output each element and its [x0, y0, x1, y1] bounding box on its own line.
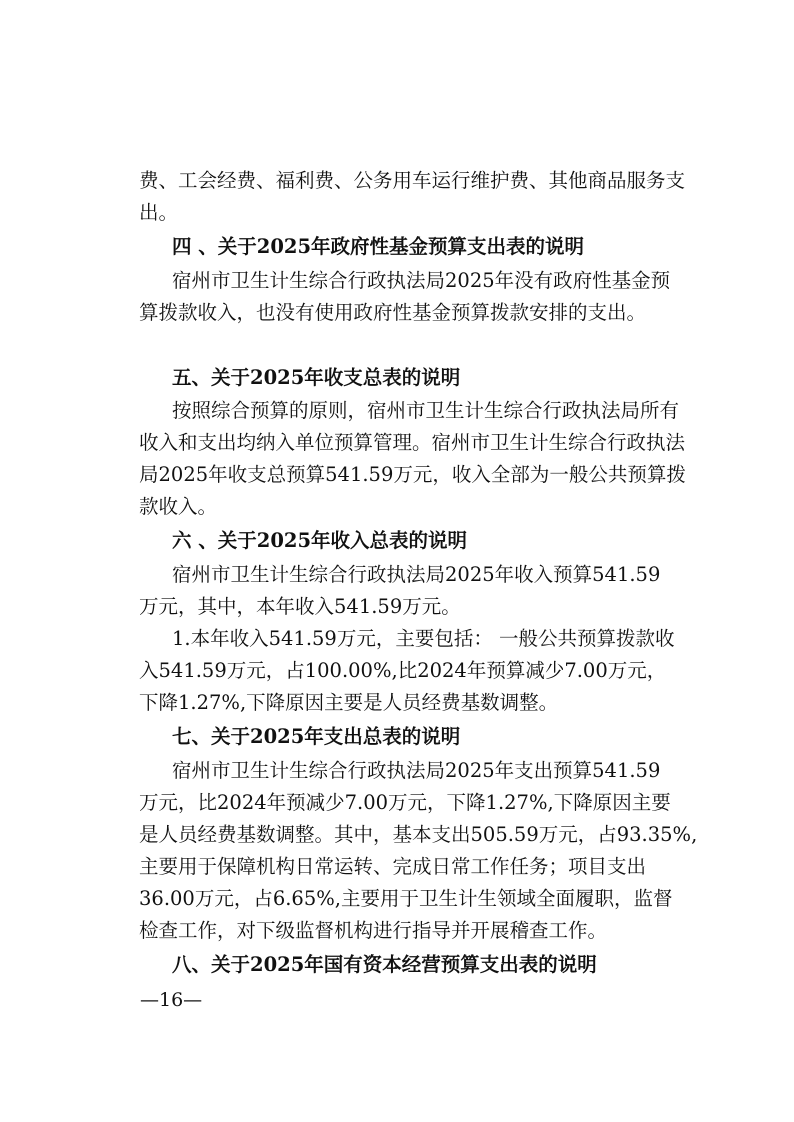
- paragraph-line: 局2025年收支总预算541.59万元，收入全部为一般公共预算拨: [139, 463, 686, 486]
- paragraph-line: 出。: [139, 201, 179, 224]
- paragraph-line: 入541.59万元，占100.00%,比2024年预算减少7.00万元，: [139, 659, 667, 682]
- paragraph-line: 算拨款收入，也没有使用政府性基金预算拨款安排的支出。: [139, 301, 647, 324]
- section-heading-5: 五、关于2025年收支总表的说明: [172, 366, 461, 389]
- paragraph-line: 收入和支出均纳入单位预算管理。宿州市卫生计生综合行政执法: [139, 431, 686, 454]
- paragraph-line: 款收入。: [139, 495, 218, 518]
- page-number: —16—: [140, 989, 203, 1011]
- section-heading-6: 六 、关于2025年收入总表的说明: [172, 529, 468, 552]
- paragraph-line: 检查工作，对下级监督机构进行指导并开展稽查工作。: [139, 919, 608, 942]
- paragraph-line: 宿州市卫生计生综合行政执法局2025年支出预算541.59: [172, 759, 661, 782]
- paragraph-line: 万元，比2024年预减少7.00万元，下降1.27%,下降原因主要: [139, 791, 671, 814]
- paragraph-line: 万元，其中，本年收入541.59万元。: [139, 595, 461, 618]
- section-heading-8: 八、关于2025年国有资本经营预算支出表的说明: [172, 953, 597, 976]
- paragraph-line: 宿州市卫生计生综合行政执法局2025年收入预算541.59: [172, 563, 661, 586]
- section-heading-4: 四 、关于2025年政府性基金预算支出表的说明: [172, 235, 585, 258]
- paragraph-line: 1.本年收入541.59万元，主要包括： 一般公共预算拨款收: [172, 627, 675, 650]
- paragraph-line: 费、工会经费、福利费、公务用车运行维护费、其他商品服务支: [139, 169, 686, 192]
- paragraph-line: 36.00万元，占6.65%,主要用于卫生计生领域全面履职，监督: [139, 887, 673, 910]
- paragraph-line: 是人员经费基数调整。其中，基本支出505.59万元，占93.35%,: [139, 823, 698, 846]
- paragraph-line: 主要用于保障机构日常运转、完成日常工作任务；项目支出: [139, 855, 647, 878]
- paragraph-line: 下降1.27%,下降原因主要是人员经费基数调整。: [139, 691, 559, 714]
- section-heading-7: 七、关于2025年支出总表的说明: [172, 725, 461, 748]
- paragraph-line: 宿州市卫生计生综合行政执法局2025年没有政府性基金预: [172, 269, 671, 292]
- paragraph-line: 按照综合预算的原则，宿州市卫生计生综合行政执法局所有: [172, 399, 680, 422]
